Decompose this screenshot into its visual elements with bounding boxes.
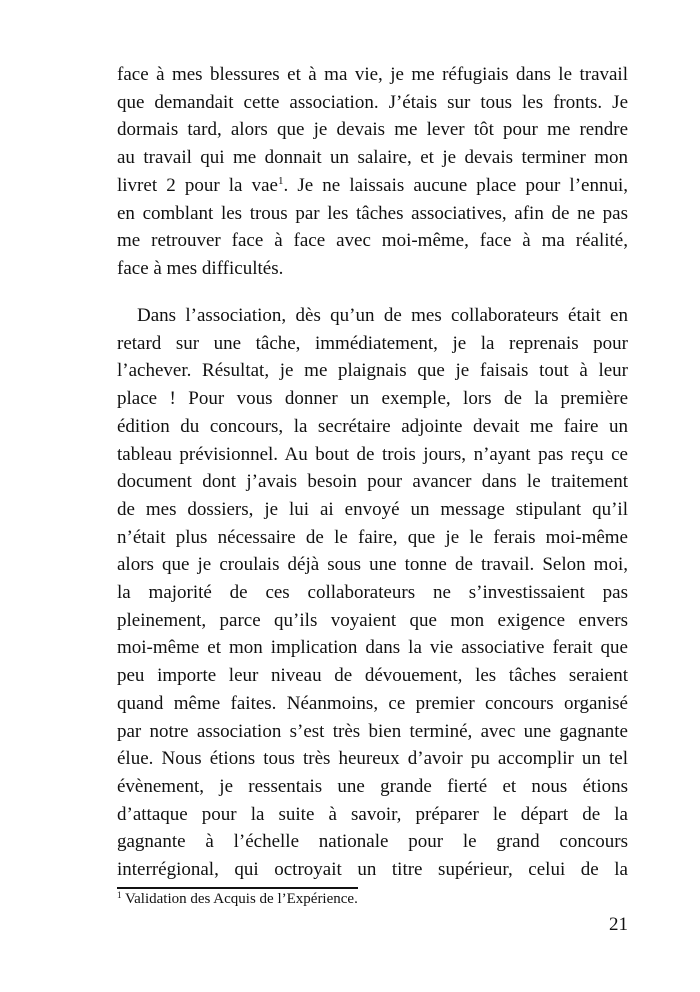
footnote-reference: 1	[277, 174, 284, 187]
text-line: d’attaque pour la suite à savoir, préparer le départ de la	[117, 803, 628, 825]
text-line: gagnante à l’échelle nationale pour le grand concours	[117, 831, 628, 853]
footnote-text: Validation des Acquis de l’Expérience.	[121, 891, 358, 907]
text-line: document dont j’avais besoin pour avancer dans le traitement	[117, 471, 628, 493]
text-line: dormais tard, alors que je devais me lever tôt pour me rendre	[117, 119, 628, 141]
text-line: retard sur une tâche, immédiatement, je la reprenais pour	[117, 332, 628, 354]
text-fragment: . Je ne laissais aucune place pour l’ennui,	[283, 174, 628, 196]
text-line: place ! Pour vous donner un exemple, lors de la première	[117, 388, 628, 410]
paragraph-1	[117, 61, 628, 283]
text-line: alors que je croulais déjà sous une tonne de travail. Selon moi,	[117, 554, 628, 576]
text-line: tableau prévisionnel. Au bout de trois jours, n’ayant pas reçu ce	[117, 443, 628, 465]
text-line: au travail qui me donnait un salaire, et je devais terminer mon	[117, 147, 628, 169]
page-number: 21	[609, 914, 628, 935]
text-line: en comblant les trous par les tâches associatives, afin de ne pas	[117, 202, 628, 224]
text-line: moi-même et mon implication dans la vie associative ferait que	[117, 637, 628, 659]
text-line: édition du concours, la secrétaire adjointe devait me faire un	[117, 415, 628, 437]
text-line: l’achever. Résultat, je me plaignais que je faisais tout à leur	[117, 360, 628, 382]
text-line: peu importe leur niveau de dévouement, les tâches seraient	[117, 665, 628, 687]
footnote-marker: 1	[117, 890, 122, 900]
text-line: quand même faites. Néanmoins, ce premier concours organisé	[117, 692, 628, 714]
text-line: par notre association s’est très bien terminé, avec une gagnante	[117, 720, 628, 742]
paragraph-2	[117, 302, 628, 884]
text-line: me retrouver face à face avec moi-même, face à ma réalité,	[117, 230, 628, 252]
text-line: n’était plus nécessaire de le faire, que je le ferais moi-même	[117, 526, 628, 548]
text-line: pleinement, parce qu’ils voyaient que mon exigence envers	[117, 609, 628, 631]
text-line: évènement, je ressentais une grande fierté et nous étions	[117, 775, 628, 797]
text-line	[117, 172, 628, 200]
text-line: face à mes blessures et à ma vie, je me réfugiais dans le travail	[117, 64, 628, 85]
text-line: Dans l’association, dès qu’un de mes collaborateurs était en	[137, 305, 628, 326]
footnote	[117, 890, 358, 908]
text-line: élue. Nous étions tous très heureux d’avoir pu accomplir un tel	[117, 748, 628, 770]
text-line: face à mes difficultés.	[117, 257, 284, 279]
footnote-separator	[117, 887, 358, 889]
text-line: de mes dossiers, je lui ai envoyé un message stipulant qu’il	[117, 498, 628, 520]
text-line: que demandait cette association. J’étais sur tous les fronts. Je	[117, 91, 628, 113]
text-line: interrégional, qui octroyait un titre supérieur, celui de la	[117, 859, 628, 881]
text-line: la majorité de ces collaborateurs ne s’investissaient pas	[117, 582, 628, 604]
text-fragment: livret 2 pour la vae	[117, 174, 278, 196]
